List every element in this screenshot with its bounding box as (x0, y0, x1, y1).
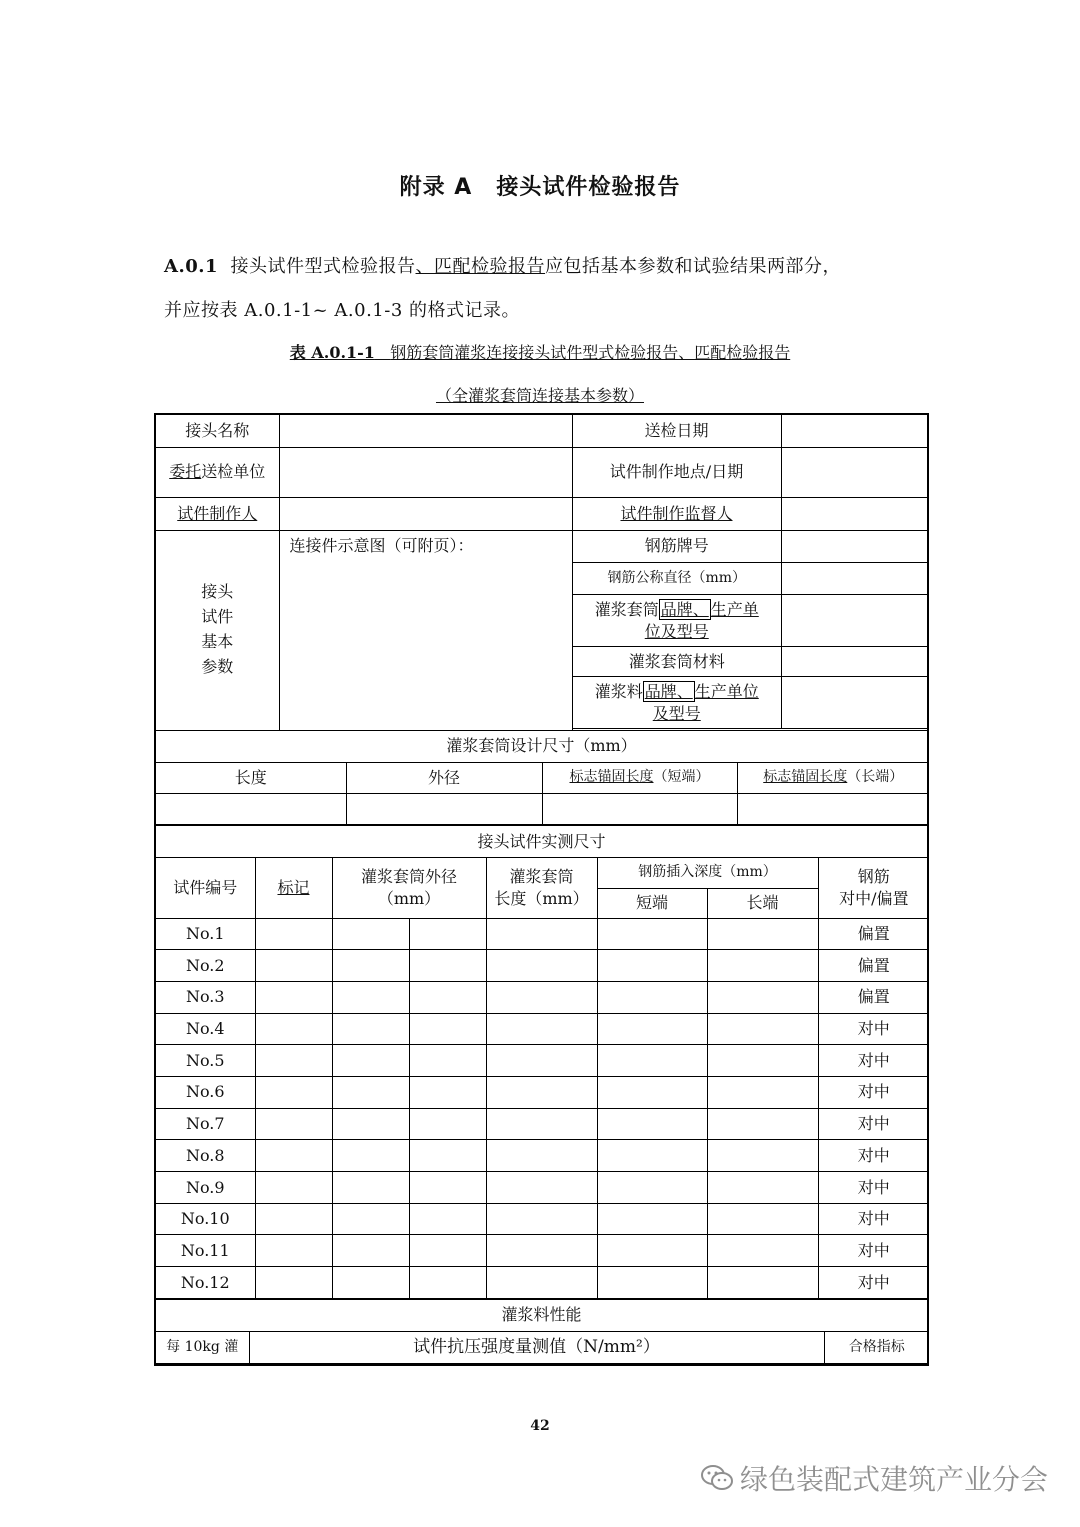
per10kg-label: 每 10kg 灌 (156, 1332, 249, 1364)
row-mark[interactable] (255, 1140, 332, 1172)
anchor-long-value[interactable] (737, 794, 929, 825)
row-outer-1[interactable] (332, 1140, 409, 1172)
row-outer-2[interactable] (409, 1013, 486, 1045)
row-outer-1[interactable] (332, 1013, 409, 1045)
grout-b: 品牌、 (644, 681, 693, 701)
row-outer-2[interactable] (409, 981, 486, 1013)
clause-number: A.0.1 (164, 256, 219, 277)
table-subcaption: （全灌浆套筒连接基本参数） (435, 386, 644, 405)
row-insert-long[interactable] (707, 1140, 818, 1172)
sleeve-c: 生产单 (710, 599, 759, 619)
row-align: 偏置 (818, 950, 929, 982)
qualified-label: 合格指标 (824, 1332, 929, 1364)
row-mark[interactable] (255, 1172, 332, 1204)
table-row (156, 918, 929, 950)
row-mark[interactable] (255, 1203, 332, 1235)
row-align: 对中 (818, 1235, 929, 1267)
anchor-long-text: 标志锚固长度 (763, 769, 848, 786)
sleeve-b: 品牌、 (660, 599, 709, 619)
row-align: 对中 (818, 1013, 929, 1045)
row-align: 对中 (818, 1140, 929, 1172)
table-caption-text: 钢筋套筒灌浆连接接头试件型式检验报告、匹配检验报告 (390, 343, 791, 362)
unit-label-a: 委托 (169, 462, 202, 482)
submit-date-label: 送检日期 (572, 414, 781, 447)
rebar-brand-value[interactable] (782, 531, 929, 563)
row-align: 偏置 (818, 981, 929, 1013)
make-place-label: 试件制作地点/日期 (572, 447, 781, 497)
row-no: No.11 (156, 1235, 255, 1267)
row-outer-2[interactable] (409, 1172, 486, 1204)
row-outer-1[interactable] (332, 981, 409, 1013)
row-length[interactable] (486, 1203, 597, 1235)
table-row (156, 1172, 929, 1204)
col-len-header (486, 858, 597, 918)
anchor-short-tag: （短端） (653, 769, 710, 786)
unit-label (155, 447, 279, 497)
row-outer-1[interactable] (332, 918, 409, 950)
grout-value[interactable] (782, 677, 929, 729)
row-outer-2[interactable] (409, 1267, 486, 1299)
page-number: 42 (530, 1418, 550, 1434)
grout-perf-block (155, 1331, 928, 1365)
table-row (156, 1267, 929, 1299)
table-row (156, 1203, 929, 1235)
row-insert-long[interactable] (707, 1235, 818, 1267)
rebar-dia-label: 钢筋公称直径（mm） (573, 563, 782, 595)
row-outer-1[interactable] (332, 1203, 409, 1235)
row-mark[interactable] (255, 1235, 332, 1267)
row-mark[interactable] (255, 918, 332, 950)
row-outer-1[interactable] (332, 1108, 409, 1140)
row-outer-2[interactable] (409, 1076, 486, 1108)
row-length[interactable] (486, 1172, 597, 1204)
paragraph-line-2: 并应按表 A.0.1-1~ A.0.1-3 的格式记录。 (164, 300, 521, 321)
row-outer-2[interactable] (409, 1203, 486, 1235)
params-label (155, 530, 279, 730)
col-no-header: 试件编号 (156, 858, 255, 918)
row-length[interactable] (486, 1076, 597, 1108)
joint-name-label: 接头名称 (155, 414, 279, 447)
unit-value[interactable] (279, 447, 572, 497)
params-block (572, 530, 928, 730)
row-insert-long[interactable] (707, 1267, 818, 1299)
row-insert-long[interactable] (707, 950, 818, 982)
row-insert-long[interactable] (707, 1045, 818, 1077)
outer-dia-value[interactable] (346, 794, 542, 825)
maker-label: 试件制作人 (155, 497, 279, 530)
row-no: No.6 (156, 1076, 255, 1108)
make-place-value[interactable] (781, 447, 928, 497)
row-insert-short[interactable] (597, 1140, 707, 1172)
submit-date-value[interactable] (781, 414, 928, 447)
paragraph-line-1 (164, 252, 841, 278)
para-text-1: 接头试件型式检验报告 (230, 256, 416, 277)
col-mark-header: 标记 (255, 858, 332, 918)
row-outer-2[interactable] (409, 1108, 486, 1140)
table-row (156, 1235, 929, 1267)
sleeve-label (573, 595, 782, 647)
design-dims-block (155, 762, 928, 826)
row-mark[interactable] (255, 1267, 332, 1299)
table-row (156, 1013, 929, 1045)
maker-value[interactable] (279, 497, 572, 530)
row-length[interactable] (486, 1108, 597, 1140)
table-row (156, 1045, 929, 1077)
row-length[interactable] (486, 981, 597, 1013)
params-inner-table (573, 531, 929, 730)
col-outer-b: （mm） (377, 888, 441, 908)
row-insert-short[interactable] (597, 1235, 707, 1267)
sleeve-material-label: 灌浆套筒材料 (573, 647, 782, 677)
row-length[interactable] (486, 950, 597, 982)
table-row (156, 950, 929, 982)
row-mark[interactable] (255, 950, 332, 982)
length-value[interactable] (156, 794, 346, 825)
row-length[interactable] (486, 1013, 597, 1045)
col-short-header: 短端 (597, 888, 707, 918)
col-align-a: 钢筋 (857, 867, 890, 887)
para-text-3: 应包括基本参数和试验结果两部分， (545, 256, 842, 277)
row-mark[interactable] (255, 1045, 332, 1077)
table-row (156, 981, 929, 1013)
row-no: No.2 (156, 950, 255, 982)
row-length[interactable] (486, 1045, 597, 1077)
row-align: 对中 (818, 1267, 929, 1299)
measured-header: 接头试件实测尺寸 (155, 826, 928, 858)
anchor-long-tag: （长端） (847, 769, 904, 786)
row-insert-long[interactable] (707, 1013, 818, 1045)
col-outer-header (332, 858, 486, 918)
col-len-a: 灌浆套筒 (509, 867, 574, 887)
col-align-b: 对中/偏置 (839, 888, 909, 908)
grout-c: 生产单位 (694, 681, 759, 701)
row-no: No.10 (156, 1203, 255, 1235)
row-no: No.5 (156, 1045, 255, 1077)
row-no: No.1 (156, 918, 255, 950)
row-align: 对中 (818, 1108, 929, 1140)
wechat-icon (700, 1463, 734, 1493)
sleeve-d: 位及型号 (644, 621, 709, 641)
row-no: No.4 (156, 1013, 255, 1045)
joint-name-value[interactable] (279, 414, 572, 447)
row-align: 对中 (818, 1203, 929, 1235)
unit-label-b: 送检单位 (201, 462, 266, 482)
row-no: No.12 (156, 1267, 255, 1299)
row-align: 偏置 (818, 918, 929, 950)
row-insert-short[interactable] (597, 1108, 707, 1140)
row-mark[interactable] (255, 981, 332, 1013)
row-outer-2[interactable] (409, 918, 486, 950)
col-align-header (818, 858, 929, 918)
row-insert-short[interactable] (597, 1013, 707, 1045)
supervisor-label: 试件制作监督人 (572, 497, 781, 530)
params-l2: 试件 (201, 607, 234, 627)
row-align: 对中 (818, 1045, 929, 1077)
para-text-2: 、匹配检验报告 (415, 256, 546, 277)
row-outer-2[interactable] (409, 1140, 486, 1172)
table-row (156, 1140, 929, 1172)
row-mark[interactable] (255, 1013, 332, 1045)
row-length[interactable] (486, 918, 597, 950)
row-insert-short[interactable] (597, 918, 707, 950)
row-insert-short[interactable] (597, 981, 707, 1013)
grout-perf-table (156, 1332, 929, 1365)
anchor-short-text: 标志锚固长度 (569, 769, 654, 786)
design-dims-header: 灌浆套筒设计尺寸（mm） (155, 730, 928, 762)
sleeve-material-value[interactable] (782, 647, 929, 677)
grout-label (573, 677, 782, 729)
length-label: 长度 (156, 763, 346, 794)
design-dims-table (156, 763, 929, 826)
row-insert-short[interactable] (597, 950, 707, 982)
row-insert-short[interactable] (597, 1267, 707, 1299)
page-title (0, 170, 1080, 201)
table-caption (0, 340, 1080, 363)
row-insert-short[interactable] (597, 1172, 707, 1204)
row-length[interactable] (486, 1267, 597, 1299)
watermark (700, 1458, 1048, 1498)
title-prefix: 附录 A (399, 175, 473, 200)
params-l4: 参数 (201, 656, 234, 676)
row-mark[interactable] (255, 1108, 332, 1140)
sleeve-value[interactable] (782, 595, 929, 647)
row-mark[interactable] (255, 1076, 332, 1108)
row-no: No.3 (156, 981, 255, 1013)
col-long-header: 长端 (707, 888, 818, 918)
row-outer-2[interactable] (409, 1235, 486, 1267)
row-insert-long[interactable] (707, 1203, 818, 1235)
grout-a: 灌浆料 (594, 681, 643, 701)
row-insert-long[interactable] (707, 918, 818, 950)
watermark-text: 绿色装配式建筑产业分会 (740, 1463, 1049, 1496)
grout-d: 及型号 (652, 703, 701, 723)
anchor-short-value[interactable] (542, 794, 737, 825)
rebar-brand-label: 钢筋牌号 (573, 531, 782, 563)
row-outer-1[interactable] (332, 1235, 409, 1267)
row-align: 对中 (818, 1172, 929, 1204)
row-insert-short[interactable] (597, 1076, 707, 1108)
rebar-dia-value[interactable] (782, 563, 929, 595)
row-insert-long[interactable] (707, 1076, 818, 1108)
table-row (156, 1076, 929, 1108)
row-no: No.7 (156, 1108, 255, 1140)
col-insert-header: 钢筋插入深度（mm） (597, 858, 818, 888)
row-insert-long[interactable] (707, 981, 818, 1013)
outer-dia-label: 外径 (346, 763, 542, 794)
supervisor-value[interactable] (781, 497, 928, 530)
row-align: 对中 (818, 1076, 929, 1108)
table-number: 表 A.0.1-1 (289, 343, 375, 362)
row-length[interactable] (486, 1140, 597, 1172)
row-outer-2[interactable] (409, 1045, 486, 1077)
row-outer-1[interactable] (332, 1172, 409, 1204)
col-outer-a: 灌浆套筒外径 (361, 867, 458, 887)
row-insert-long[interactable] (707, 1172, 818, 1204)
anchor-long-label (737, 763, 929, 794)
row-length[interactable] (486, 1235, 597, 1267)
row-insert-short[interactable] (597, 1045, 707, 1077)
row-outer-1[interactable] (332, 1045, 409, 1077)
grout-perf-header: 灌浆料性能 (155, 1299, 928, 1331)
title-main: 接头试件检验报告 (496, 175, 681, 200)
row-outer-1[interactable] (332, 950, 409, 982)
row-outer-2[interactable] (409, 950, 486, 982)
measured-table (156, 858, 929, 1299)
row-outer-1[interactable] (332, 1076, 409, 1108)
params-l3: 基本 (201, 632, 234, 651)
anchor-short-label (542, 763, 737, 794)
row-no: No.9 (156, 1172, 255, 1204)
strength-label: 试件抗压强度量测值（N/mm²） (249, 1332, 824, 1364)
sleeve-a: 灌浆套筒 (594, 599, 659, 619)
row-insert-long[interactable] (707, 1108, 818, 1140)
report-table (154, 413, 929, 1366)
row-insert-short[interactable] (597, 1203, 707, 1235)
table-row (156, 1108, 929, 1140)
row-outer-1[interactable] (332, 1267, 409, 1299)
measured-block (155, 858, 928, 1300)
row-no: No.8 (156, 1140, 255, 1172)
diagram-area[interactable]: 连接件示意图（可附页）： (279, 530, 572, 730)
col-len-b: 长度（mm） (494, 888, 589, 908)
params-l1: 接头 (201, 582, 234, 602)
